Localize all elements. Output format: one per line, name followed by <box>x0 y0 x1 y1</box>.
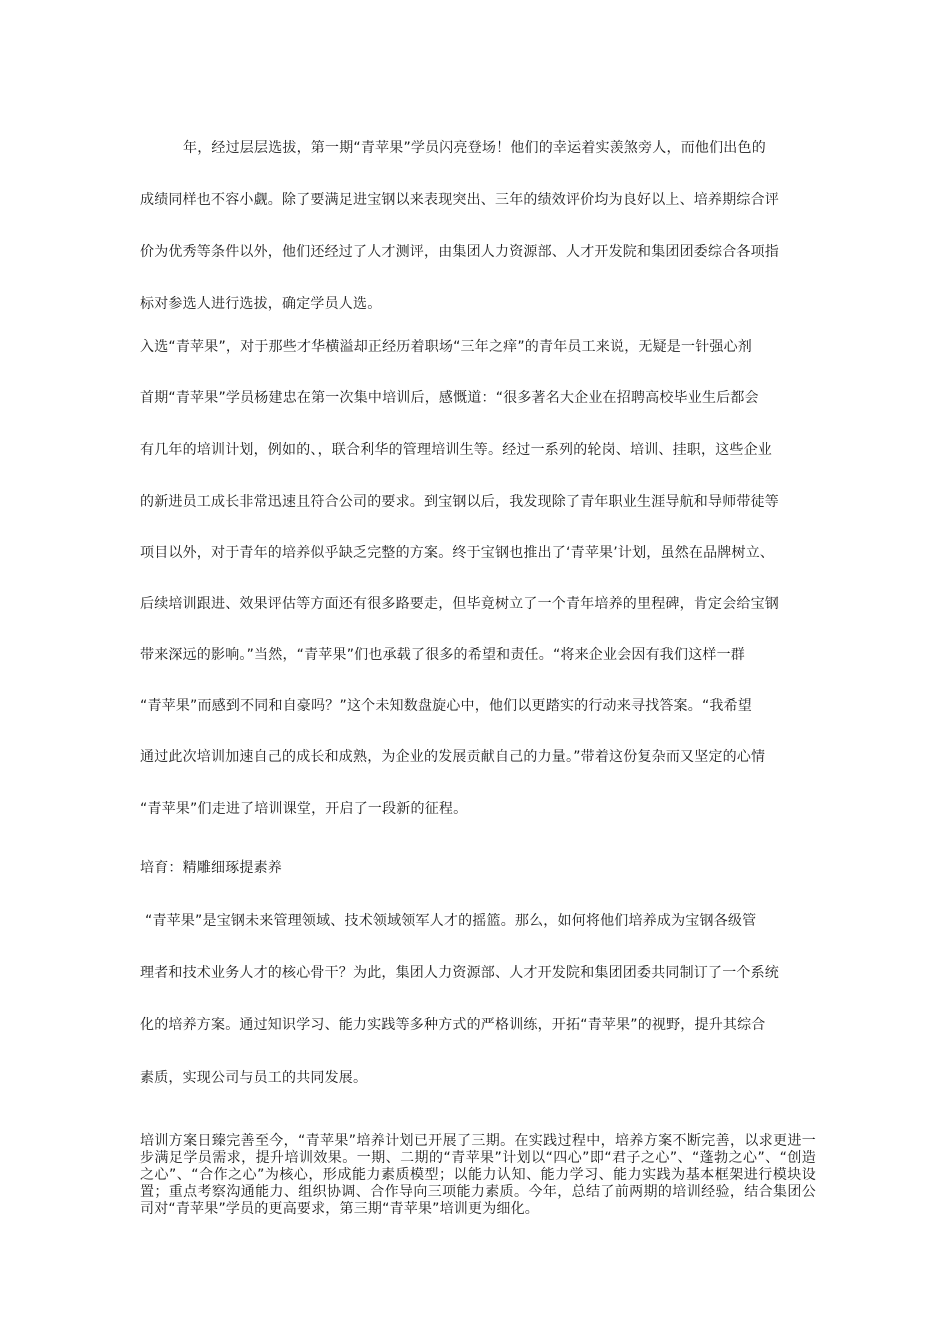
paragraph-line: 后续培训跟进、效果评估等方面还有很多路要走，但毕竟树立了一个青年培养的里程碑，肯定会给宝钢 <box>140 596 779 612</box>
paragraph-line: 项目以外，对于青年的培养似乎缺乏完整的方案。终于宝钢也推出了‘青苹果’计划，虽然在品牌树立、 <box>140 545 775 561</box>
paragraph-line: 通过此次培训加速自己的成长和成熟，为企业的发展贡献自己的力量。”带着这份复杂而又坚定的心情 <box>140 749 766 765</box>
paragraph-line: 成绩同样也不容小觑。除了要满足进宝钢以来表现突出、三年的绩效评价均为良好以上、培养期综合评 <box>140 192 779 208</box>
paragraph-line: 年，经过层层选拔，第一期“青苹果”学员闪亮登场！他们的幸运着实羡煞旁人，而他们出色的 <box>183 140 766 156</box>
paragraph-line: 理者和技术业务人才的核心骨干？为此，集团人力资源部、人才开发院和集团团委共同制订了一个系统 <box>140 965 779 981</box>
paragraph-line: “青苹果”是宝钢未来管理领域、技术领域领军人才的摇篮。那么，如何将他们培养成为宝钢各级管 <box>145 913 757 929</box>
paragraph-dense: 培训方案日臻完善至今，“青苹果”培养计划已开展了三期。在实践过程中，培养方案不断完善，以求更进一步满足学员需求，提升培训效果。一期、二期的“青苹果”计划以“四心”即“君子之心”、“蓬勃之心”、“创造之心”、“合作之心”为核心，形成能力素质模型；以能力认知、能力学习、能力实践为基本框架进行模块设置；重点考察沟通能力、组织协调、合作导向三项能力素质。今年，总结了前两期的培训经验，结合集团公司对“青苹果”学员的更高要求，第三期“青苹果”培训更为细化。 <box>140 1133 816 1217</box>
section-heading: 培育：精雕细琢提素养 <box>140 860 282 876</box>
paragraph-line: 标对参选人进行选拔，确定学员人选。 <box>140 296 382 312</box>
paragraph-line: 化的培养方案。通过知识学习、能力实践等多种方式的严格训练，开拓“青苹果”的视野，提升其综合 <box>140 1017 766 1033</box>
paragraph-line: 素质，实现公司与员工的共同发展。 <box>140 1070 368 1086</box>
paragraph-line: “青苹果”们走进了培训课堂，开启了一段新的征程。 <box>140 801 468 817</box>
paragraph-line: 的新进员工成长非常迅速且符合公司的要求。到宝钢以后，我发现除了青年职业生涯导航和导师带徒等 <box>140 494 779 510</box>
paragraph-line: 首期“青苹果”学员杨建忠在第一次集中培训后，感慨道：“很多著名大企业在招聘高校毕业生后都会 <box>140 390 759 406</box>
paragraph-line: 价为优秀等条件以外，他们还经过了人才测评，由集团人力资源部、人才开发院和集团团委综合各项指 <box>140 244 779 260</box>
paragraph-line: “青苹果”而感到不同和自豪吗？”这个未知数盘旋心中，他们以更踏实的行动来寻找答案。“我希望 <box>140 698 753 714</box>
paragraph-line: 有几年的培训计划，例如的、，联合利华的管理培训生等。经过一系列的轮岗、培训、挂职，这些企业 <box>140 442 772 458</box>
paragraph-line: 入选“青苹果”，对于那些才华横溢却正经历着职场“三年之痒”的青年员工来说，无疑是一针强心剂 <box>140 339 753 355</box>
paragraph-line: 带来深远的影响。”当然，“青苹果”们也承载了很多的希望和责任。“将来企业会因有我们这样一群 <box>140 647 746 663</box>
